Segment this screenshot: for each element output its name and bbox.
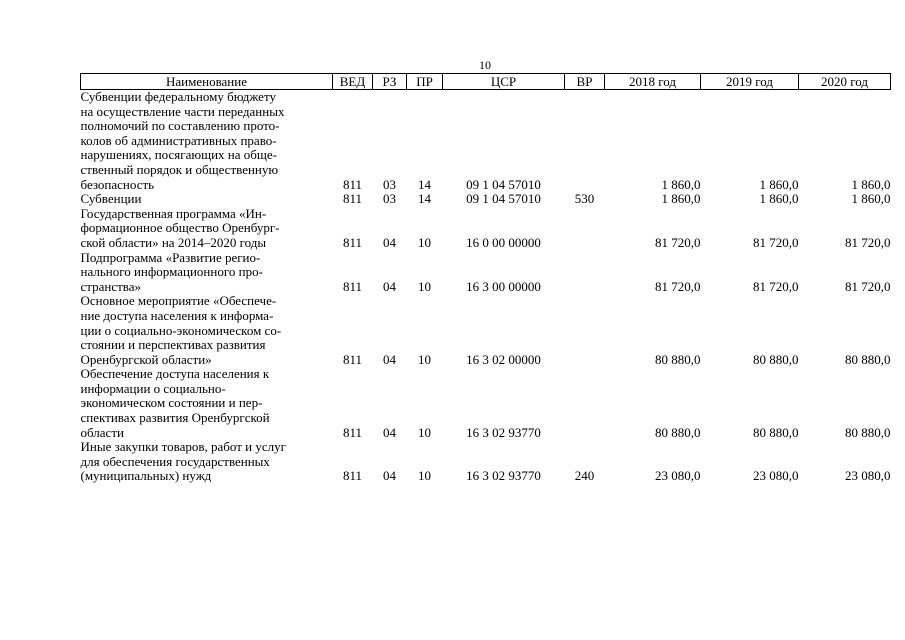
cell-rz: 04 bbox=[383, 468, 396, 484]
cell-2018: 23 080,0 bbox=[655, 468, 701, 484]
cell-vr: 530 bbox=[574, 191, 595, 207]
cell-csr: 16 3 02 00000 bbox=[466, 351, 541, 367]
cell-vr bbox=[565, 294, 605, 367]
name-line: спективах развития Оренбургской bbox=[80, 410, 270, 426]
name-line: для обеспечения государственных bbox=[80, 453, 270, 469]
header-pr: ПР bbox=[407, 74, 443, 90]
header-2019: 2019 год bbox=[701, 74, 799, 90]
cell-2018: 1 860,0 bbox=[661, 176, 701, 192]
cell-2018: 80 880,0 bbox=[655, 424, 701, 440]
cell-name bbox=[81, 367, 333, 440]
cell-2020: 1 860,0 bbox=[851, 176, 891, 192]
cell-2020: 80 880,0 bbox=[845, 424, 891, 440]
cell-csr: 16 3 00 00000 bbox=[466, 278, 541, 294]
name-line: ции о социально-экономическом со- bbox=[80, 322, 282, 338]
cell-2019: 1 860,0 bbox=[759, 191, 799, 207]
name-line: Государственная программа «Ин- bbox=[80, 205, 267, 221]
name-line: странства» bbox=[80, 278, 142, 294]
table-header-row bbox=[81, 74, 891, 90]
cell-2018: 81 720,0 bbox=[655, 278, 701, 294]
cell-2018: 80 880,0 bbox=[655, 351, 701, 367]
cell-2020: 23 080,0 bbox=[845, 468, 891, 484]
cell-name bbox=[81, 440, 333, 484]
cell-2020: 80 880,0 bbox=[845, 351, 891, 367]
name-line: (муниципальных) нужд bbox=[80, 468, 212, 484]
header-2020: 2020 год bbox=[799, 74, 891, 90]
cell-pr: 10 bbox=[418, 468, 431, 484]
name-line: Субвенции bbox=[80, 191, 142, 207]
cell-vr bbox=[565, 90, 605, 193]
name-line: Субвенции федеральному бюджету bbox=[80, 89, 276, 104]
cell-vr: 240 bbox=[574, 468, 595, 484]
name-line: полномочий по составлению прото- bbox=[80, 118, 280, 134]
cell-ved: 811 bbox=[342, 424, 363, 440]
cell-ved: 811 bbox=[342, 278, 363, 294]
name-line: колов об административных право- bbox=[80, 132, 277, 148]
cell-2020: 81 720,0 bbox=[845, 234, 891, 250]
cell-2018: 1 860,0 bbox=[661, 191, 701, 207]
cell-rz: 04 bbox=[383, 424, 396, 440]
cell-rz: 03 bbox=[383, 191, 396, 207]
cell-name bbox=[81, 207, 333, 251]
header-vr: ВР bbox=[565, 74, 605, 90]
cell-pr: 14 bbox=[418, 176, 431, 192]
cell-2020: 81 720,0 bbox=[845, 278, 891, 294]
name-line: ской области» на 2014–2020 годы bbox=[80, 234, 267, 250]
cell-vr bbox=[565, 207, 605, 251]
cell-pr: 10 bbox=[418, 234, 431, 250]
cell-vr bbox=[565, 251, 605, 295]
name-line: ственный порядок и общественную bbox=[80, 161, 279, 177]
cell-vr bbox=[565, 367, 605, 440]
table-row bbox=[81, 440, 891, 484]
cell-2020: 1 860,0 bbox=[851, 191, 891, 207]
name-line: стоянии и перспективах развития bbox=[80, 337, 266, 353]
name-line: информации о социально- bbox=[80, 380, 226, 396]
cell-2018: 81 720,0 bbox=[655, 234, 701, 250]
cell-ved: 811 bbox=[342, 191, 363, 207]
table-row bbox=[81, 192, 891, 207]
cell-2019: 81 720,0 bbox=[753, 278, 799, 294]
cell-pr: 14 bbox=[418, 191, 431, 207]
cell-2019: 1 860,0 bbox=[759, 176, 799, 192]
table-row bbox=[81, 90, 891, 193]
table-row bbox=[81, 294, 891, 367]
header-name: Наименование bbox=[81, 74, 333, 90]
cell-csr: 16 3 02 93770 bbox=[466, 424, 541, 440]
cell-name bbox=[81, 90, 333, 193]
name-line: Основное мероприятие «Обеспече- bbox=[80, 293, 277, 309]
cell-pr: 10 bbox=[418, 351, 431, 367]
cell-csr: 16 0 00 00000 bbox=[466, 234, 541, 250]
table-row bbox=[81, 251, 891, 295]
header-rz: РЗ bbox=[373, 74, 407, 90]
header-csr: ЦСР bbox=[443, 74, 565, 90]
cell-2019: 80 880,0 bbox=[753, 351, 799, 367]
cell-rz: 04 bbox=[383, 278, 396, 294]
cell-rz: 04 bbox=[383, 234, 396, 250]
name-line: Оренбургской области» bbox=[80, 351, 212, 367]
cell-rz: 04 bbox=[383, 351, 396, 367]
cell-rz: 03 bbox=[383, 176, 396, 192]
table-row bbox=[81, 207, 891, 251]
cell-ved: 811 bbox=[342, 351, 363, 367]
name-line: безопасность bbox=[80, 176, 155, 192]
name-line: Обеспечение доступа населения к bbox=[80, 366, 270, 382]
cell-2019: 80 880,0 bbox=[753, 424, 799, 440]
cell-csr: 09 1 04 57010 bbox=[466, 191, 541, 207]
header-2018: 2018 год bbox=[605, 74, 701, 90]
table-row bbox=[81, 367, 891, 440]
name-line: нального информационного про- bbox=[80, 264, 263, 280]
cell-pr: 10 bbox=[418, 278, 431, 294]
name-line: формационное общество Оренбург- bbox=[80, 220, 280, 236]
name-line: области bbox=[80, 424, 124, 440]
cell-pr: 10 bbox=[418, 424, 431, 440]
page-number: 10 bbox=[479, 58, 491, 72]
name-line: экономическом состоянии и пер- bbox=[80, 395, 263, 411]
header-ved: ВЕД bbox=[333, 74, 373, 90]
name-line: Иные закупки товаров, работ и услуг bbox=[80, 439, 286, 455]
cell-2019: 23 080,0 bbox=[753, 468, 799, 484]
cell-csr: 16 3 02 93770 bbox=[466, 468, 541, 484]
cell-csr: 09 1 04 57010 bbox=[466, 176, 541, 192]
cell-ved: 811 bbox=[342, 176, 363, 192]
cell-ved: 811 bbox=[342, 234, 363, 250]
cell-2019: 81 720,0 bbox=[753, 234, 799, 250]
name-line: Подпрограмма «Развитие регио- bbox=[80, 249, 261, 265]
cell-name bbox=[81, 251, 333, 295]
cell-name bbox=[81, 192, 333, 207]
budget-table bbox=[80, 73, 891, 484]
name-line: нарушениях, посягающих на обще- bbox=[80, 147, 277, 163]
cell-name bbox=[81, 294, 333, 367]
name-line: ние доступа населения к информа- bbox=[80, 307, 274, 323]
cell-ved: 811 bbox=[342, 468, 363, 484]
name-line: на осуществление части переданных bbox=[80, 103, 285, 119]
